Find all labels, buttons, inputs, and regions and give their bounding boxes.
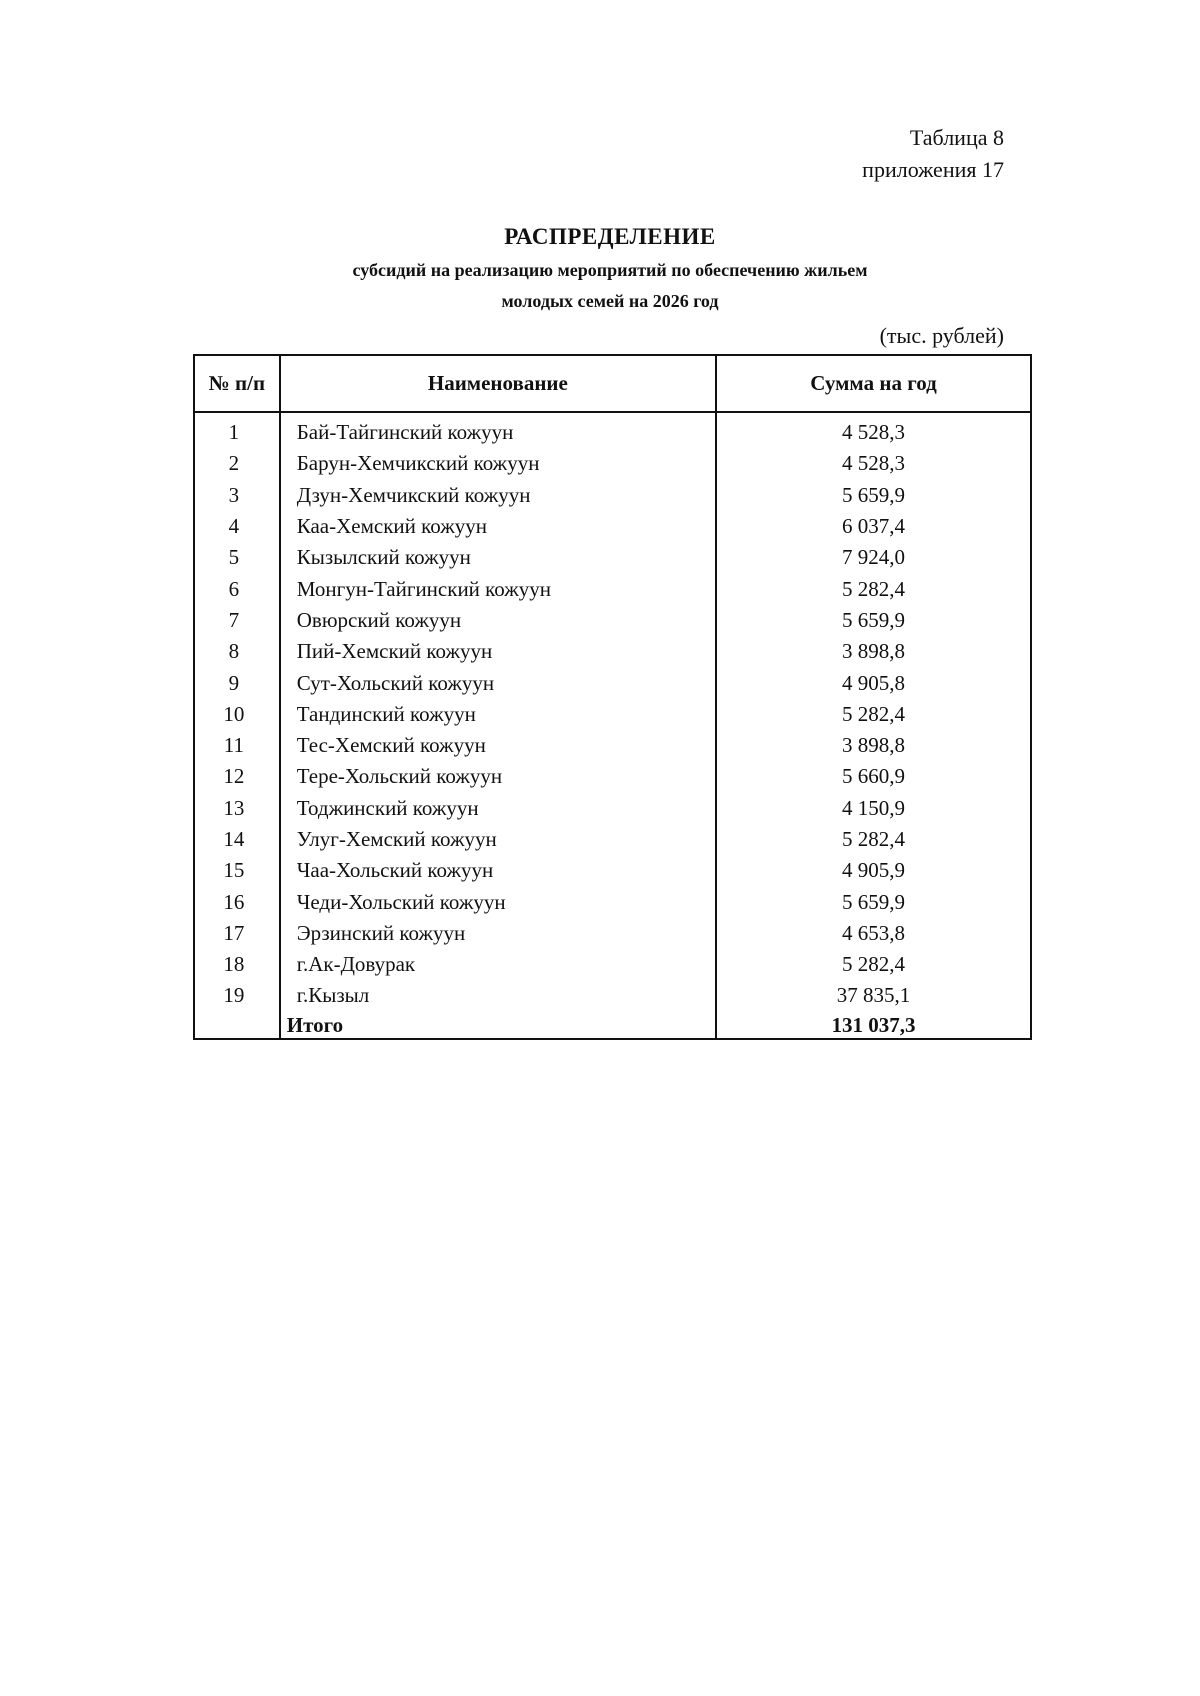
total-sum: 131 037,3 <box>716 1012 1031 1039</box>
row-number: 14 <box>194 824 280 855</box>
table-row <box>194 699 1031 730</box>
row-sum: 5 282,4 <box>716 699 1031 730</box>
table-row <box>194 793 1031 824</box>
total-number-cell <box>194 1012 280 1039</box>
row-number: 13 <box>194 793 280 824</box>
table-row <box>194 542 1031 573</box>
header-sum: Сумма на год <box>716 355 1031 412</box>
table-row <box>194 886 1031 917</box>
table-reference <box>862 122 1004 186</box>
row-name: Тоджинский кожуун <box>280 793 716 824</box>
row-number: 9 <box>194 667 280 698</box>
title-block <box>170 220 1050 316</box>
table-row <box>194 480 1031 511</box>
row-sum: 5 282,4 <box>716 573 1031 604</box>
row-number: 8 <box>194 636 280 667</box>
row-name: Дзун-Хемчикский кожуун <box>280 480 716 511</box>
table-body <box>194 412 1031 1039</box>
row-number: 3 <box>194 480 280 511</box>
row-sum: 4 528,3 <box>716 412 1031 448</box>
row-sum: 37 835,1 <box>716 980 1031 1011</box>
table-row <box>194 918 1031 949</box>
row-sum: 4 653,8 <box>716 918 1031 949</box>
table-header-row <box>194 355 1031 412</box>
header-number: № п/п <box>194 355 280 412</box>
row-sum: 5 660,9 <box>716 761 1031 792</box>
row-sum: 5 659,9 <box>716 886 1031 917</box>
row-name: Чеди-Хольский кожуун <box>280 886 716 917</box>
table-row <box>194 511 1031 542</box>
row-name: Тандинский кожуун <box>280 699 716 730</box>
row-sum: 4 905,8 <box>716 667 1031 698</box>
row-number: 4 <box>194 511 280 542</box>
row-sum: 4 905,9 <box>716 855 1031 886</box>
row-name: Монгун-Тайгинский кожуун <box>280 573 716 604</box>
units-label: (тыс. рублей) <box>879 323 1004 348</box>
document-subtitle-line1: субсидий на реализацию мероприятий по обеспечению жильем <box>352 260 868 280</box>
row-sum: 4 528,3 <box>716 448 1031 479</box>
row-number: 2 <box>194 448 280 479</box>
row-number: 11 <box>194 730 280 761</box>
table-row <box>194 667 1031 698</box>
header-name: Наименование <box>280 355 716 412</box>
table-row <box>194 761 1031 792</box>
table-row <box>194 730 1031 761</box>
row-number: 15 <box>194 855 280 886</box>
row-name: Бай-Тайгинский кожуун <box>280 412 716 448</box>
row-number: 18 <box>194 949 280 980</box>
table-number: Таблица 8 <box>909 125 1004 150</box>
row-number: 1 <box>194 412 280 448</box>
row-name: Барун-Хемчикский кожуун <box>280 448 716 479</box>
table-row <box>194 980 1031 1011</box>
row-sum: 3 898,8 <box>716 636 1031 667</box>
table-row <box>194 636 1031 667</box>
row-name: Эрзинский кожуун <box>280 918 716 949</box>
row-name: Кызылский кожуун <box>280 542 716 573</box>
row-number: 16 <box>194 886 280 917</box>
row-number: 10 <box>194 699 280 730</box>
row-sum: 7 924,0 <box>716 542 1031 573</box>
row-sum: 5 282,4 <box>716 824 1031 855</box>
row-name: Чаа-Хольский кожуун <box>280 855 716 886</box>
table-row <box>194 412 1031 448</box>
document-subtitle-line2: молодых семей на 2026 год <box>501 291 719 311</box>
row-number: 5 <box>194 542 280 573</box>
table-row <box>194 855 1031 886</box>
document-title: РАСПРЕДЕЛЕНИЕ <box>504 224 716 249</box>
row-sum: 5 659,9 <box>716 605 1031 636</box>
row-name: Улуг-Хемский кожуун <box>280 824 716 855</box>
row-name: Сут-Хольский кожуун <box>280 667 716 698</box>
row-number: 7 <box>194 605 280 636</box>
row-name: Тес-Хемский кожуун <box>280 730 716 761</box>
row-number: 19 <box>194 980 280 1011</box>
distribution-table <box>193 354 1032 1040</box>
row-number: 12 <box>194 761 280 792</box>
row-name: Пий-Хемский кожуун <box>280 636 716 667</box>
total-row <box>194 1012 1031 1039</box>
table-row <box>194 824 1031 855</box>
row-sum: 3 898,8 <box>716 730 1031 761</box>
table-row <box>194 949 1031 980</box>
row-name: Тере-Хольский кожуун <box>280 761 716 792</box>
row-sum: 5 659,9 <box>716 480 1031 511</box>
row-sum: 4 150,9 <box>716 793 1031 824</box>
row-name: г.Ак-Довурак <box>280 949 716 980</box>
table-row <box>194 448 1031 479</box>
total-label: Итого <box>280 1012 716 1039</box>
row-name: Каа-Хемский кожуун <box>280 511 716 542</box>
row-name: Овюрский кожуун <box>280 605 716 636</box>
row-name: г.Кызыл <box>280 980 716 1011</box>
row-number: 6 <box>194 573 280 604</box>
appendix-number: приложения 17 <box>862 157 1004 182</box>
row-sum: 6 037,4 <box>716 511 1031 542</box>
table-row <box>194 573 1031 604</box>
row-sum: 5 282,4 <box>716 949 1031 980</box>
table-row <box>194 605 1031 636</box>
row-number: 17 <box>194 918 280 949</box>
